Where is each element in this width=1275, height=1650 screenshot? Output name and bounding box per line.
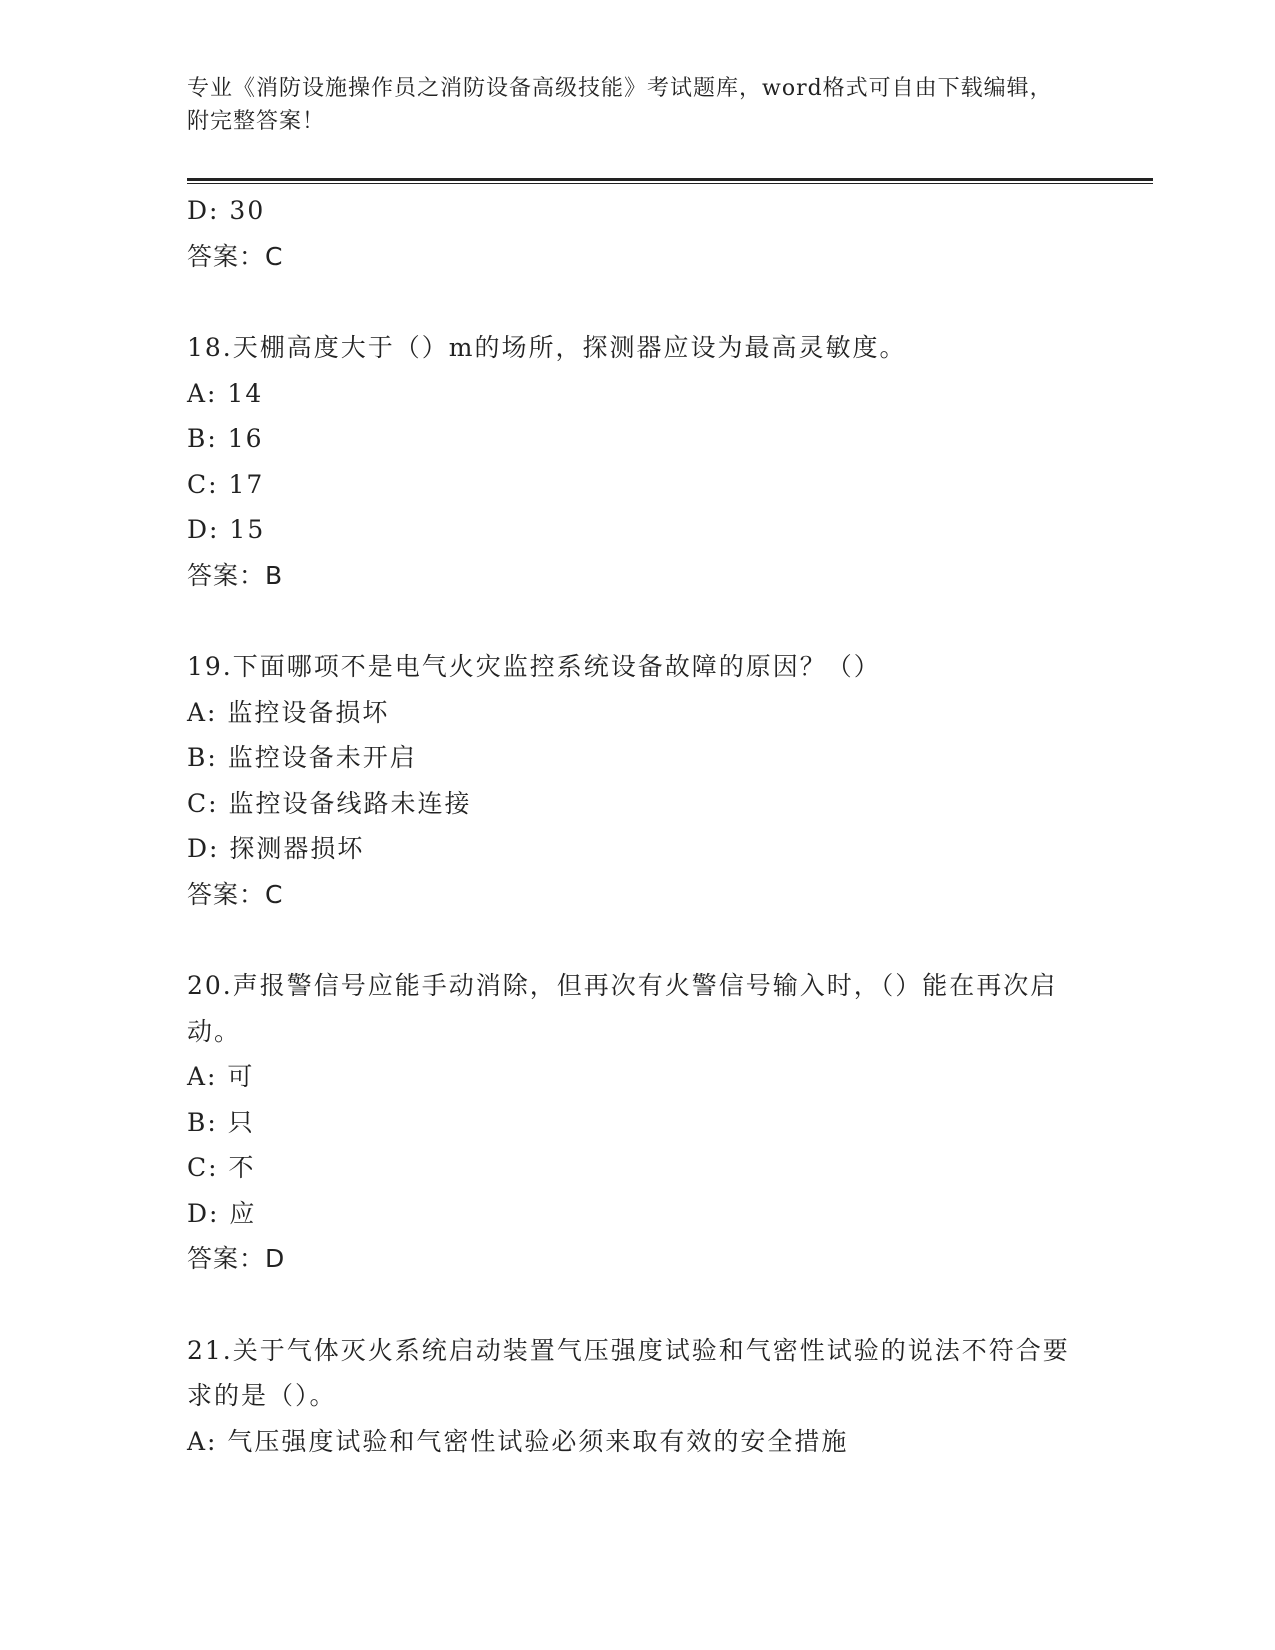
option-c: C: 监控设备线路未连接 [187,788,472,818]
question-19 [187,644,1087,917]
option-d: D: 15 [187,515,266,544]
question-21 [187,1328,1087,1465]
header-divider-thick [187,178,1153,181]
option-a: A: 可 [187,1062,255,1091]
option-b: B: 16 [187,424,264,453]
option-d: D: 应 [187,1198,257,1228]
answer-line: 答案：D [187,1244,286,1273]
option-c: C: 17 [187,469,265,499]
question-gap [187,598,1087,644]
option-d: D: 探测器损坏 [187,834,365,863]
option-a: A: 气压强度试验和气密性试验必须来取有效的安全措施 [187,1426,849,1456]
question-title: 18.天棚高度大于（）m的场所，探测器应设为最高灵敏度。 [187,333,907,362]
option-b: B: 只 [187,1107,255,1137]
question-gap [187,1282,1087,1328]
question-title: 21.关于气体灭火系统启动装置气压强度试验和气密性试验的说法不符合要求的是（）。 [187,1335,1070,1410]
question-content [187,188,1087,1464]
question-18 [187,325,1087,598]
option-d: D: 30 [187,196,266,225]
document-header: 专业《消防设施操作员之消防设备高级技能》考试题库，word格式可自由下载编辑，附完整答案！ [187,76,1053,134]
answer-line: 答案：C [187,879,284,909]
question-title: 20.声报警信号应能手动消除，但再次有火警信号输入时，（）能在再次启动。 [187,971,1058,1046]
option-c: C: 不 [187,1153,256,1182]
option-a: A: 14 [187,378,264,408]
option-a: A: 监控设备损坏 [187,697,390,727]
question-gap [187,917,1087,963]
answer-line: 答案：C [187,241,284,271]
question-20 [187,963,1087,1282]
question-gap [187,279,1087,325]
question-title: 19.下面哪项不是电气火灾监控系统设备故障的原因？（） [187,652,881,681]
header-divider-thin [187,183,1153,184]
answer-line: 答案：B [187,560,284,590]
option-b: B: 监控设备未开启 [187,743,417,772]
